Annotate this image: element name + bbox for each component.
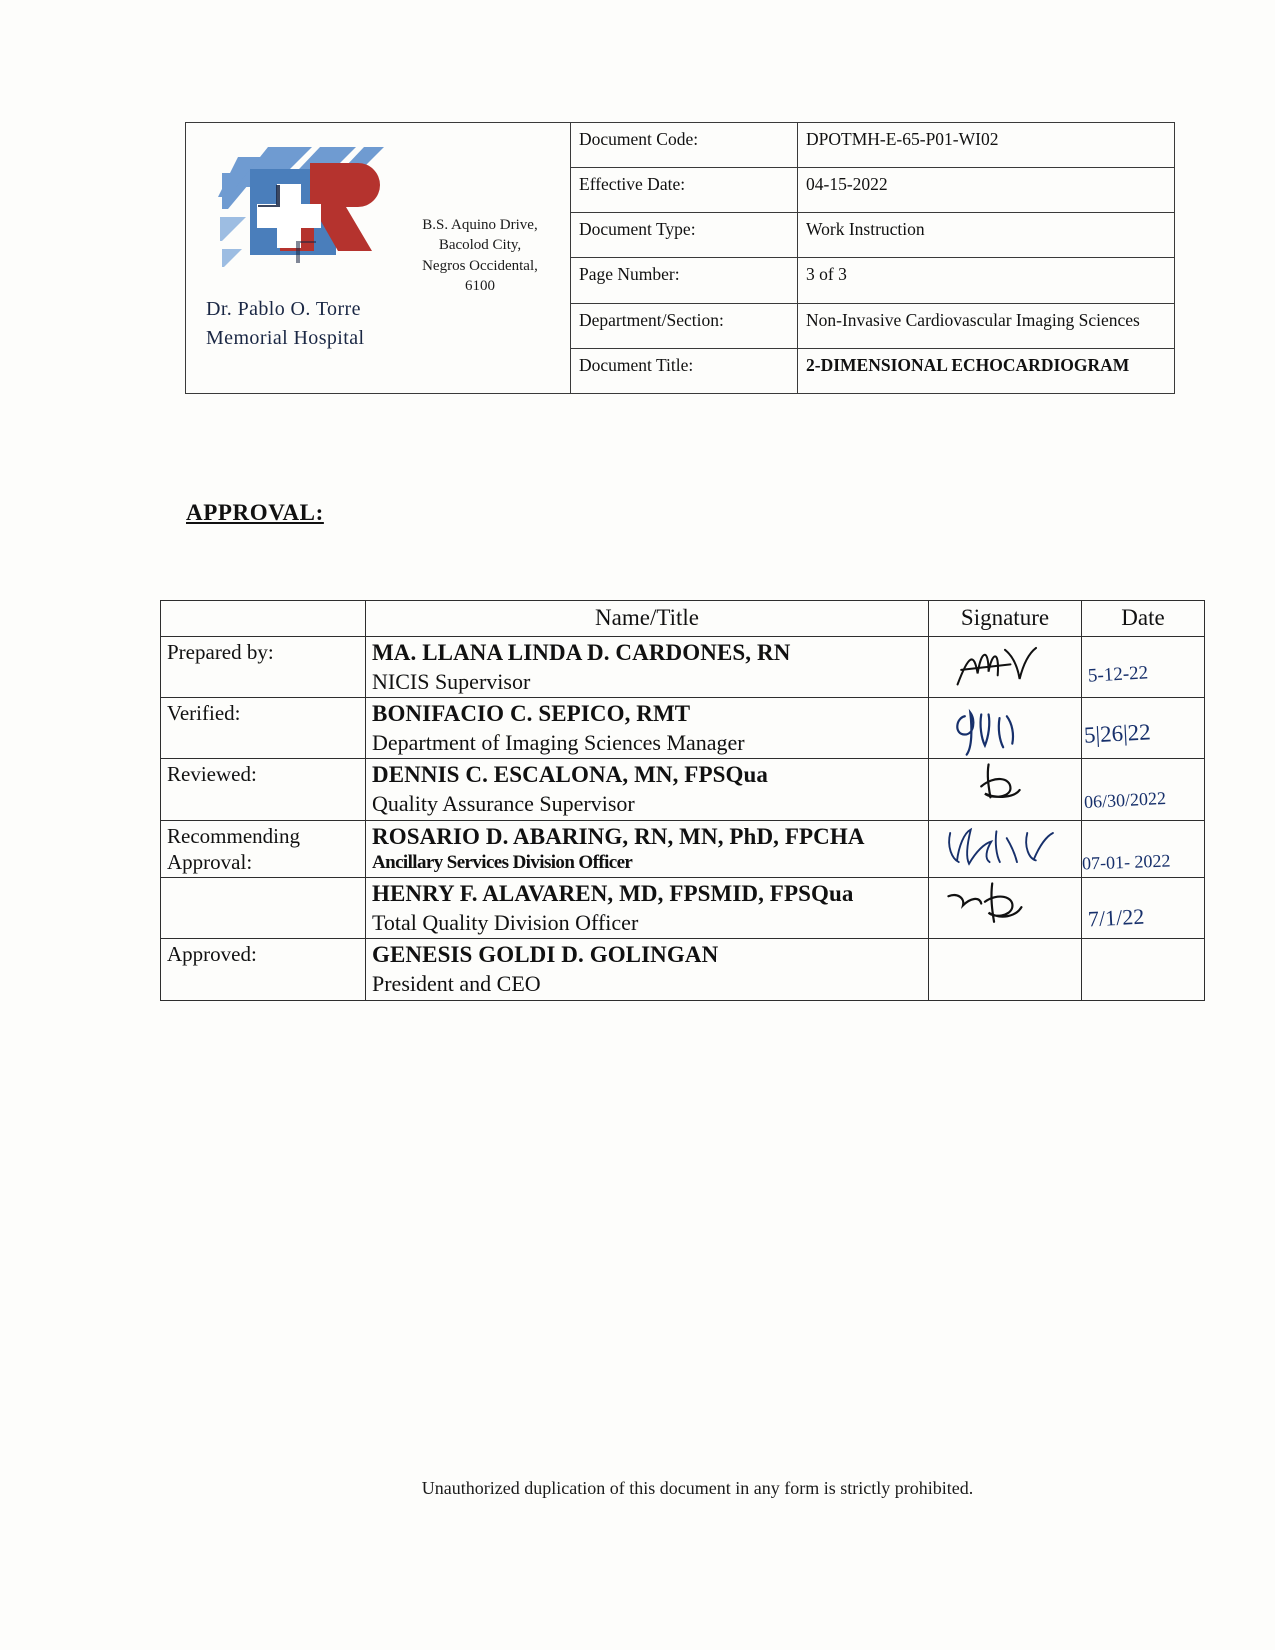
hospital-cross-logo — [216, 139, 396, 291]
hospital-name — [206, 295, 426, 353]
table-row — [161, 698, 1205, 759]
signatory-title: Quality Assurance Supervisor — [372, 791, 635, 816]
signatory-name: GENESIS GOLDI D. GOLINGAN — [372, 942, 719, 968]
hospital-address: B.S. Aquino Drive, Bacolod City, Negros Occidental, 6100 — [422, 217, 538, 294]
row-role-verified: Verified: — [161, 698, 366, 759]
signatory-title: Ancillary Services Division Officer — [372, 852, 633, 874]
field-value-document-title: 2-DIMENSIONAL ECHOCARDIOGRAM — [798, 348, 1175, 393]
signature-date: 7/1/22 — [1087, 903, 1145, 932]
row-role-reviewed: Reviewed: — [161, 759, 366, 820]
signature-cell — [929, 820, 1082, 878]
signature-date: 5-12-22 — [1087, 662, 1149, 687]
table-row — [161, 878, 1205, 939]
row-role-blank — [161, 878, 366, 939]
signature-cell — [929, 698, 1082, 759]
row-name-cell — [366, 636, 929, 697]
signature-cell — [929, 636, 1082, 697]
signatory-name: ROSARIO D. ABARING, RN, MN, PhD, FPCHA — [372, 823, 865, 849]
document-header-table — [185, 122, 1175, 394]
signature-date: 06/30/2022 — [1083, 788, 1167, 813]
date-cell — [1082, 878, 1205, 939]
date-cell — [1082, 820, 1205, 878]
field-label-document-type: Document Type: — [571, 213, 798, 258]
signature-date: 07-01- 2022 — [1081, 849, 1171, 874]
row-name-cell — [366, 698, 929, 759]
field-value-page-number: 3 of 3 — [798, 258, 1175, 303]
hospital-name-line2: Memorial Hospital — [206, 327, 365, 349]
table-row — [161, 820, 1205, 878]
date-cell — [1082, 698, 1205, 759]
row-name-cell — [366, 878, 929, 939]
signatory-title: Department of Imaging Sciences Manager — [372, 729, 745, 755]
approval-heading: APPROVAL: — [186, 500, 324, 525]
row-name-cell — [366, 939, 929, 1000]
signatory-name: MA. LLANA LINDA D. CARDONES, RN — [372, 639, 791, 665]
signature-date: 5|26|22 — [1083, 719, 1152, 748]
signatory-name: HENRY F. ALAVAREN, MD, FPSMID, FPSQua — [372, 881, 854, 906]
handwritten-signature-icon — [929, 759, 1081, 819]
table-row — [161, 636, 1205, 697]
handwritten-signature-icon — [929, 698, 1081, 758]
table-row — [161, 759, 1205, 820]
logo-cell — [186, 123, 571, 394]
row-name-cell — [366, 759, 929, 820]
row-role-prepared-by: Prepared by: — [161, 636, 366, 697]
signatory-title: Total Quality Division Officer — [372, 909, 639, 935]
hospital-name-line1: Dr. Pablo O. Torre — [206, 298, 361, 320]
field-label-document-title: Document Title: — [571, 348, 798, 393]
table-header-row — [161, 601, 1205, 637]
field-value-department-section: Non-Invasive Cardiovascular Imaging Sciences — [798, 303, 1175, 348]
footer-note — [0, 1478, 1275, 1499]
row-name-cell — [366, 820, 929, 878]
field-value-effective-date: 04-15-2022 — [798, 168, 1175, 213]
column-header-name-title: Name/Title — [366, 601, 929, 637]
column-header-role — [161, 601, 366, 637]
field-label-document-code: Document Code: — [571, 123, 798, 168]
signature-cell — [929, 759, 1082, 820]
column-header-signature: Signature — [929, 601, 1082, 637]
row-role-approved: Approved: — [161, 939, 366, 1000]
table-row — [161, 939, 1205, 1000]
approval-table — [160, 600, 1205, 1001]
field-label-department-section: Department/Section: — [571, 303, 798, 348]
signatory-title: President and CEO — [372, 971, 541, 996]
signatory-title: NICIS Supervisor — [372, 668, 531, 694]
date-cell — [1082, 636, 1205, 697]
row-role-recommending-approval: Recommending Approval: — [161, 820, 366, 878]
column-header-date: Date — [1082, 601, 1205, 637]
handwritten-signature-icon — [929, 878, 1081, 938]
field-value-document-type: Work Instruction — [798, 213, 1175, 258]
date-cell — [1082, 759, 1205, 820]
field-value-document-code: DPOTMH-E-65-P01-WI02 — [798, 123, 1175, 168]
handwritten-signature-icon — [929, 821, 1081, 878]
signatory-name: DENNIS C. ESCALONA, MN, FPSQua — [372, 762, 768, 788]
field-label-page-number: Page Number: — [571, 258, 798, 303]
signatory-name: BONIFACIO C. SEPICO, RMT — [372, 701, 691, 726]
field-label-effective-date: Effective Date: — [571, 168, 798, 213]
signature-cell — [929, 878, 1082, 939]
footer-note-text: Unauthorized duplication of this document in any form is strictly prohibited. — [421, 1478, 974, 1498]
signature-cell — [929, 939, 1082, 1000]
date-cell — [1082, 939, 1205, 1000]
handwritten-signature-icon — [929, 637, 1081, 697]
